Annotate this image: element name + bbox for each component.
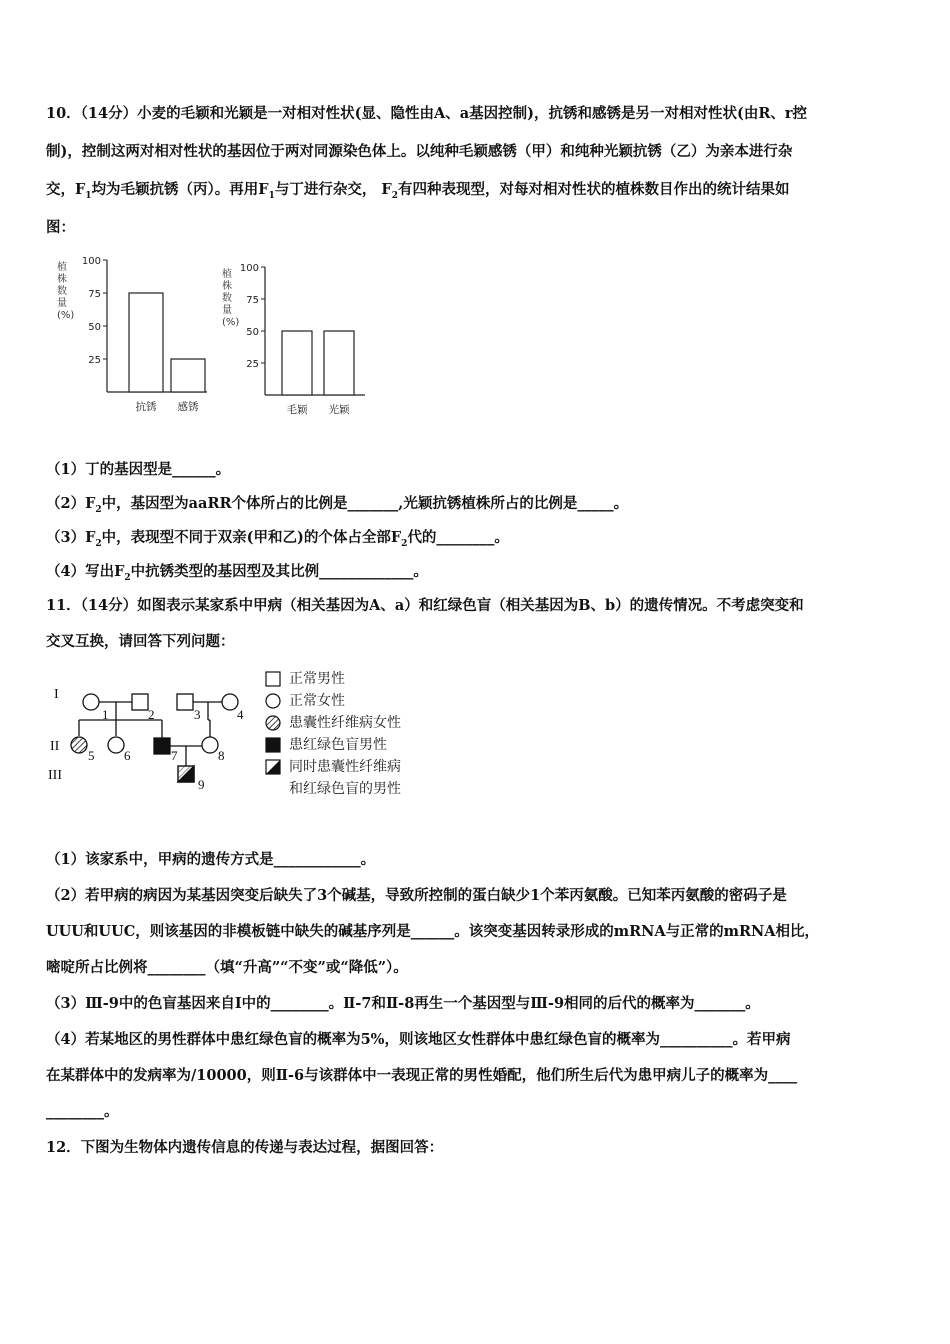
y-axis-label: (%) xyxy=(57,310,75,321)
legend-normal-male: 正常男性 xyxy=(265,668,401,690)
person-8 xyxy=(202,737,218,753)
q10-line-3: 交，$F_1$均为毛颖抗锈（丙）。再用$F_1$与丁进行杂交， $F_2$有四种表现型，对每对相对性状的植株数目作出的统计结果如 xyxy=(46,181,790,201)
x-tick-label: 光颖 xyxy=(328,404,350,416)
y-axis-label: 数 xyxy=(222,293,232,304)
y-axis-label: (%) xyxy=(222,317,240,328)
y-axis-label: 量 xyxy=(57,298,67,309)
gen-label-1: I xyxy=(54,687,59,702)
person-1 xyxy=(83,694,99,710)
y-axis-label: 株 xyxy=(57,274,67,285)
bar xyxy=(282,331,312,395)
q11-sub-1: （1）该家系中，甲病的遗传方式是____________。 xyxy=(46,851,376,868)
y-tick-label: 75 xyxy=(88,289,101,300)
y-tick-label: 25 xyxy=(88,355,101,366)
q10-sub-4: （4）写出$F_2$中抗锈类型的基因型及其比例_____________。 xyxy=(46,563,428,583)
q11-line-1: 11．（14分）如图表示某家系中甲病（相关基因为A、a）和红绿色盲（相关基因为B、b）的遗传情况。不考虑突变和 xyxy=(46,597,804,614)
half-filled-square-icon xyxy=(265,759,281,775)
num-6: 6 xyxy=(124,748,131,763)
y-tick-label: 100 xyxy=(239,263,259,274)
hatched-circle-icon xyxy=(265,715,281,731)
pedigree-legend xyxy=(265,668,401,800)
x-tick-label: 抗锈 xyxy=(135,401,157,413)
gen-label-2: II xyxy=(50,739,60,754)
q10-sub-2: $(2)F_2$中，基因型为aaRR个体所占的比例是_______,光颖抗锈植株所占的比例是_____。 xyxy=(46,495,629,515)
y-axis-label: 植 xyxy=(222,269,232,280)
y-tick-label: 50 xyxy=(88,322,101,333)
circle-icon xyxy=(265,693,281,709)
num-9: 9 xyxy=(198,777,205,792)
bar xyxy=(129,293,163,392)
person-5 xyxy=(71,737,87,753)
q11-sub-2c: 嘧啶所占比例将________（填“升高”“不变”或“降低”）。 xyxy=(46,959,408,976)
chart-resistance xyxy=(55,250,225,420)
x-tick-label: 感锈 xyxy=(177,401,199,413)
q10-line-2: 制)，控制这两对相对性状的基因位于两对同源染色体上。以纯种毛颖感锈（甲）和纯种光颖抗锈（乙）为亲本进行杂 xyxy=(46,143,793,160)
y-tick-label: 50 xyxy=(246,327,259,338)
bar xyxy=(324,331,354,395)
y-axis-label: 植 xyxy=(57,262,67,273)
legend-both-male-cont: 和红绿色盲的男性 xyxy=(289,781,401,797)
person-2 xyxy=(132,694,148,710)
person-4 xyxy=(222,694,238,710)
filled-square-icon xyxy=(265,737,281,753)
y-tick-label: 100 xyxy=(81,256,101,267)
legend-cf-female: 患囊性纤维病女性 xyxy=(265,712,401,734)
y-tick-label: 75 xyxy=(246,295,259,306)
y-axis-label: 数 xyxy=(57,286,67,297)
q11-sub-2b: UUU和UUC，则该基因的非模板链中缺失的碱基序列是______。该突变基因转录形成的mRNA与正常的mRNA相比， xyxy=(46,923,820,940)
q10-sub-1: （1）丁的基因型是______。 xyxy=(46,461,231,478)
q11-sub-4b: 在某群体中的发病率为/10000，则Ⅱ-6与该群体中一表现正常的男性婚配，他们所生后代为患甲病儿子的概率为____ xyxy=(46,1067,798,1084)
q11-sub-2a: （2）若甲病的病因为某基因突变后缺失了3个碱基，导致所控制的蛋白缺少1个苯丙氨酸。已知苯丙氨酸的密码子是 xyxy=(46,887,787,904)
num-5: 5 xyxy=(88,748,95,763)
person-3 xyxy=(177,694,193,710)
x-tick-label: 毛颖 xyxy=(286,404,308,416)
bar xyxy=(171,359,205,392)
num-8: 8 xyxy=(218,748,225,763)
legend-colorblind-male: 患红绿色盲男性 xyxy=(265,734,401,756)
num-1: 1 xyxy=(102,707,109,722)
square-icon xyxy=(265,671,281,687)
y-tick-label: 25 xyxy=(246,359,259,370)
q11-line-2: 交叉互换，请回答下列问题： xyxy=(46,633,235,650)
q11-sub-4a: （4）若某地区的男性群体中患红绿色盲的概率为5%，则该地区女性群体中患红绿色盲的概率为__________。若甲病 xyxy=(46,1031,791,1048)
person-7 xyxy=(154,738,170,754)
legend-both-male: 同时患囊性纤维病 xyxy=(265,756,401,778)
num-3: 3 xyxy=(194,707,201,722)
legend-normal-female: 正常女性 xyxy=(265,690,401,712)
q10-line-4: 图： xyxy=(46,219,75,236)
q11-sub-4c: ________。 xyxy=(46,1103,119,1120)
y-axis-label: 量 xyxy=(222,305,232,316)
num-7: 7 xyxy=(171,748,178,763)
num-4: 4 xyxy=(237,707,244,722)
q10-line-1: 10．（14分）小麦的毛颖和光颖是一对相对性状(显、隐性由A、a基因控制)，抗锈和感锈是另一对相对性状(由R、r控 xyxy=(46,105,808,122)
chart-glume xyxy=(220,255,380,420)
q11-sub-3: （3）Ⅲ-9中的色盲基因来自Ⅰ中的________。Ⅱ-7和Ⅱ-8再生一个基因型与Ⅲ-9相同的后代的概率为_______。 xyxy=(46,995,760,1012)
pedigree-diagram xyxy=(44,680,269,810)
q12-line-1: 12．下图为生物体内遗传信息的传递与表达过程，据图回答： xyxy=(46,1139,444,1156)
q10-sub-3: $(3)F_2$中，表现型不同于双亲(甲和乙)的个体占全部$F_2$代的________。 xyxy=(46,529,509,549)
num-2: 2 xyxy=(148,707,155,722)
y-axis-label: 株 xyxy=(222,281,232,292)
gen-label-3: III xyxy=(48,768,62,783)
person-6 xyxy=(108,737,124,753)
